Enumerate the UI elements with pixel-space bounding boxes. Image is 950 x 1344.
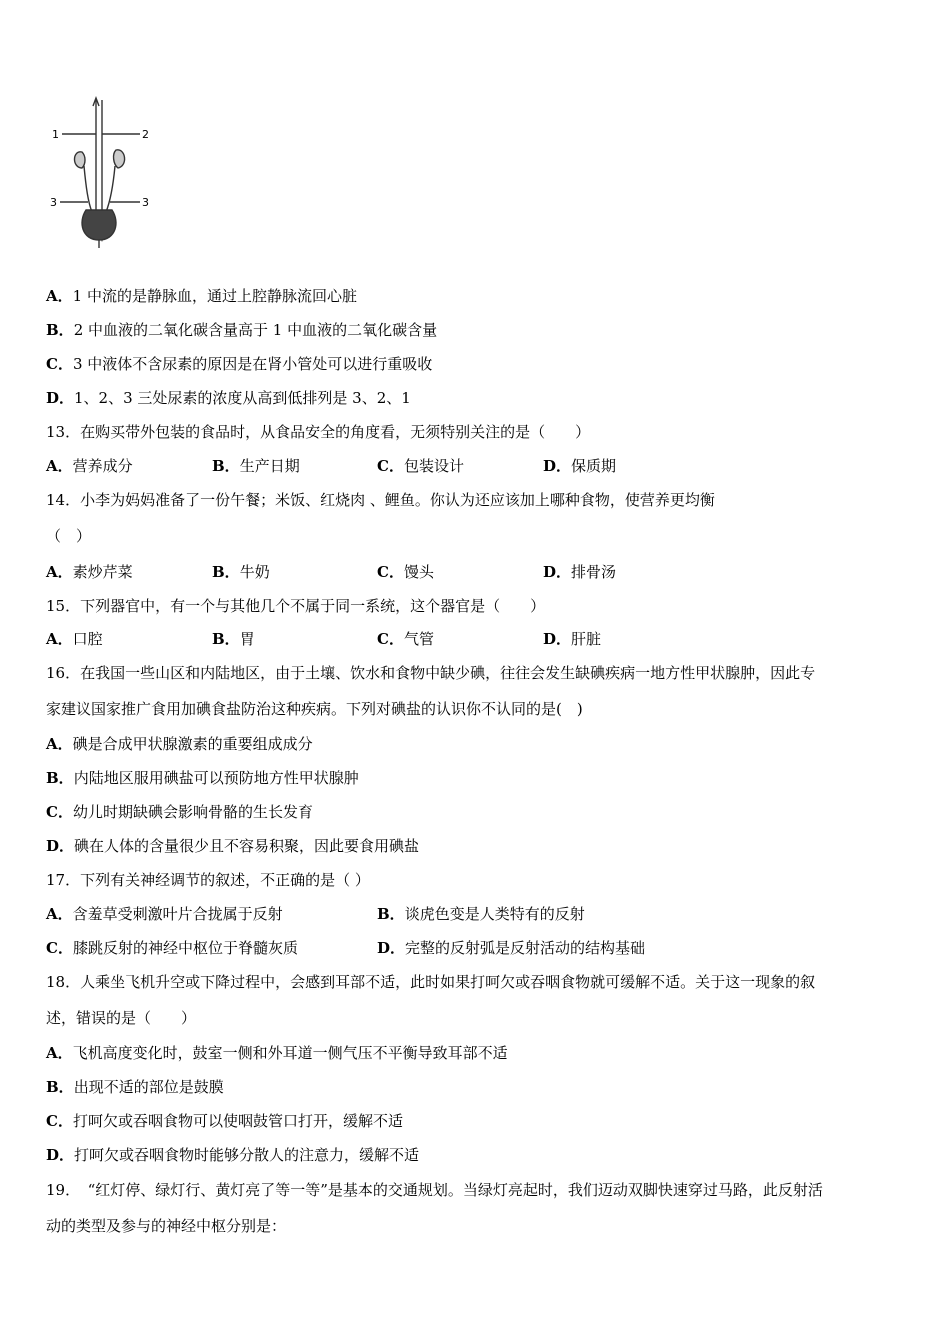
q17-option-d: D．完整的反射弧是反射活动的结构基础	[377, 939, 646, 957]
figure-label-1: 1	[52, 128, 59, 141]
q15-option-d: D．肝脏	[543, 630, 602, 648]
q18-stem-cont: 述，错误的是（ ）	[46, 1009, 197, 1027]
q16-option-b: B．内陆地区服用碘盐可以预防地方性甲状腺肿	[46, 769, 359, 787]
q13-option-a: A．营养成分	[46, 457, 133, 475]
q14-stem: 14．小李为妈妈准备了一份午餐；米饭、红烧肉 、鲤鱼。你认为还应该加上哪种食物，使营养更均衡	[46, 491, 715, 509]
figure-label-3-left: 3	[50, 196, 57, 209]
q18-option-c: C．打呵欠或吞咽食物可以使咽鼓管口打开，缓解不适	[46, 1112, 403, 1130]
q15-option-a: A．口腔	[46, 630, 103, 648]
q16-option-c: C．幼儿时期缺碘会影响骨骼的生长发育	[46, 803, 313, 821]
q16-option-d: D．碘在人体的含量很少且不容易积聚，因此要食用碘盐	[46, 837, 420, 855]
q13-option-d: D．保质期	[543, 457, 617, 475]
q13-stem: 13．在购买带外包装的食品时，从食品安全的角度看，无须特别关注的是（ ）	[46, 423, 591, 441]
q17-option-a: A．含羞草受刺激叶片合拢属于反射	[46, 905, 283, 923]
figure-label-3-right: 3	[142, 196, 149, 209]
q18-option-a: A．飞机高度变化时，鼓室一侧和外耳道一侧气压不平衡导致耳部不适	[46, 1044, 508, 1062]
q15-option-c: C．气管	[377, 630, 434, 648]
q15-stem: 15．下列器官中，有一个与其他几个不属于同一系统，这个器官是（ ）	[46, 597, 546, 615]
q16-stem-cont: 家建议国家推广食用加碘食盐防治这种疾病。下列对碘盐的认识你不认同的是( )	[46, 700, 583, 718]
q18-option-b: B．出现不适的部位是鼓膜	[46, 1078, 224, 1096]
q18-stem: 18．人乘坐飞机升空或下降过程中，会感到耳部不适，此时如果打呵欠或吞咽食物就可缓解不适。关于这一现象的叙	[46, 973, 816, 991]
q19-stem-cont: 动的类型及参与的神经中枢分别是：	[46, 1217, 287, 1235]
q17-option-b: B．谈虎色变是人类特有的反射	[377, 905, 585, 923]
q14-option-d: D．排骨汤	[543, 563, 617, 581]
q12-option-b: B．2 中血液的二氧化碳含量高于 1 中血液的二氧化碳含量	[46, 321, 438, 339]
q13-option-c: C．包装设计	[377, 457, 464, 475]
q19-stem: 19． “红灯停、绿灯行、黄灯亮了等一等”是基本的交通规划。当绿灯亮起时，我们迈动双脚快速穿过马路，此反射活	[46, 1181, 823, 1199]
q13-option-b: B．生产日期	[212, 457, 300, 475]
q17-option-c: C．膝跳反射的神经中枢位于脊髓灰质	[46, 939, 298, 957]
figure-label-2: 2	[142, 128, 149, 141]
q14-option-b: B．牛奶	[212, 563, 270, 581]
q15-option-b: B．胃	[212, 630, 255, 648]
q14-option-a: A．素炒芹菜	[46, 563, 133, 581]
q17-stem: 17．下列有关神经调节的叙述，不正确的是（ ）	[46, 871, 370, 889]
q12-option-d: D．1、2、3 三处尿素的浓度从高到低排列是 3、2、1	[46, 389, 411, 407]
urinary-system-diagram	[48, 92, 156, 250]
q18-option-d: D．打呵欠或吞咽食物时能够分散人的注意力，缓解不适	[46, 1146, 420, 1164]
q12-option-a: A．1 中流的是静脉血，通过上腔静脉流回心脏	[46, 287, 357, 305]
q14-option-c: C．馒头	[377, 563, 434, 581]
q16-stem: 16．在我国一些山区和内陆地区，由于土壤、饮水和食物中缺少碘，往往会发生缺碘疾病一地方性甲状腺肿，因此专	[46, 664, 816, 682]
q14-stem-cont: （ ）	[46, 527, 92, 545]
q16-option-a: A．碘是合成甲状腺激素的重要组成成分	[46, 735, 313, 753]
q12-option-c: C．3 中液体不含尿素的原因是在肾小管处可以进行重吸收	[46, 355, 433, 373]
